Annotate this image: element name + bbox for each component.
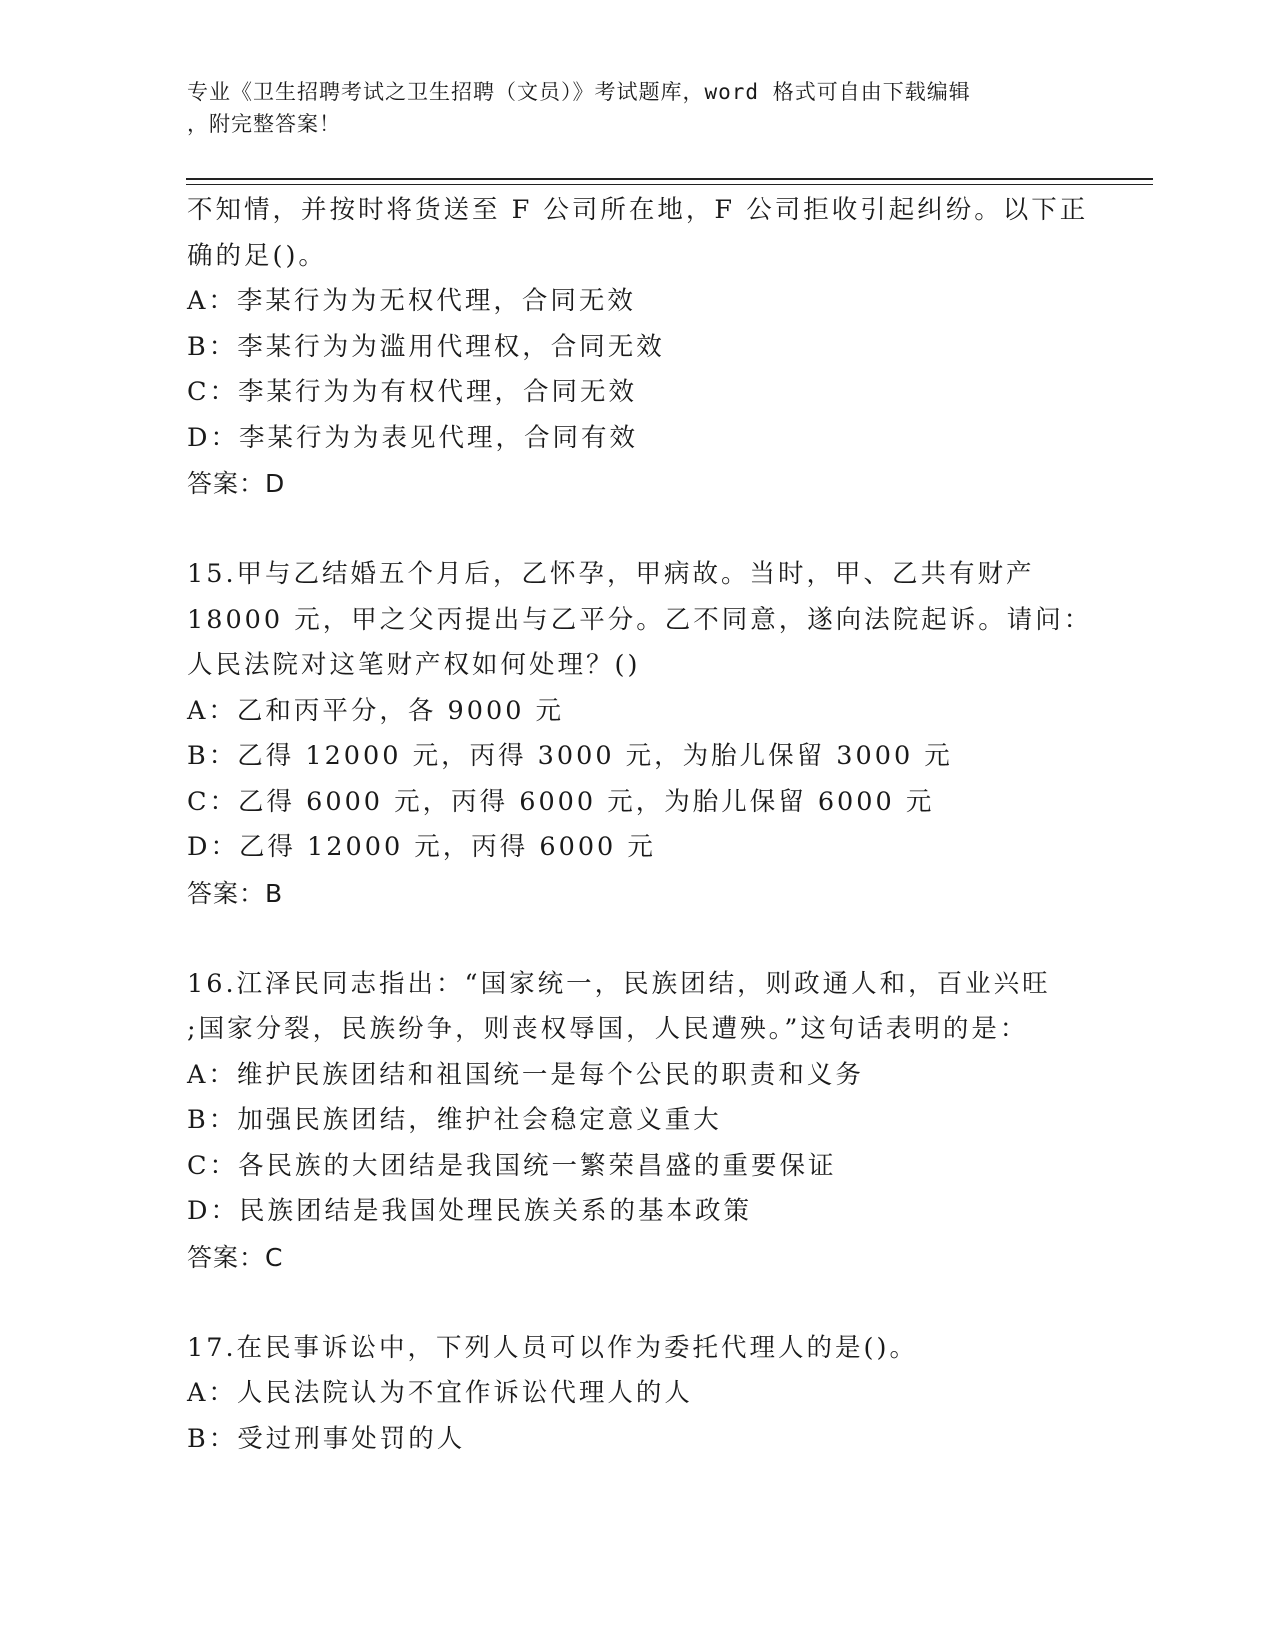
option-a: A：乙和丙平分，各 9000 元 [187,695,565,726]
question-spacer [187,916,1087,962]
question-stem-line: 16.江泽民同志指出：“国家统一，民族团结，则政通人和，百业兴旺 [187,968,1051,999]
option-b: B：乙得 12000 元，丙得 3000 元，为胎儿保留 3000 元 [187,741,953,771]
option-a: A：维护民族团结和祖国统一是每个公民的职责和义务 [187,1059,864,1090]
option-b: B：加强民族团结，维护社会稳定意义重大 [187,1105,722,1135]
option-a: A：人民法院认为不宜作诉讼代理人的人 [187,1378,693,1408]
question-list [187,188,1093,1462]
option-c: C：各民族的大团结是我国统一繁荣昌盛的重要保证 [187,1150,837,1181]
header-line-1: 专业《卫生招聘考试之卫生招聘（文员）》考试题库，word 格式可自由下载编辑 [187,80,971,104]
question-stem-line: 15.甲与乙结婚五个月后，乙怀孕，甲病故。当时，甲、乙共有财产 [187,559,1035,589]
header-line-2: ，附完整答案！ [187,112,341,136]
question-stem-line: 确的足()。 [187,240,327,271]
option-c: C：李某行为为有权代理，合同无效 [187,377,638,407]
header-rule-thick [186,178,1153,180]
question-stem-line: 17.在民事诉讼中，下列人员可以作为委托代理人的是()。 [187,1332,918,1363]
answer: 答案：D [187,469,286,498]
question-stem-line: 不知情，并按时将货送至 F 公司所在地，F 公司拒收引起纠纷。以下正 [187,195,1089,225]
answer: 答案：B [187,878,284,908]
question-16 [187,962,1087,1281]
question-spacer [187,507,1087,553]
question-stem-line: ;国家分裂，民族纷争，则丧权辱国，人民遭殃。”这句话表明的是： [187,1014,1029,1044]
answer: 答案：C [187,1242,284,1272]
option-d: D：民族团结是我国处理民族关系的基本政策 [187,1196,752,1226]
question-17 [187,1326,1087,1463]
option-b: B：受过刑事处罚的人 [187,1423,466,1454]
question-14 [187,188,1087,507]
page-header [187,76,1067,140]
option-a: A：李某行为为无权代理，合同无效 [187,286,636,316]
option-d: D：乙得 12000 元，丙得 6000 元 [187,832,656,862]
option-c: C：乙得 6000 元，丙得 6000 元，为胎儿保留 6000 元 [187,786,935,817]
option-b: B：李某行为为滥用代理权，合同无效 [187,331,665,362]
header-rule-thin [186,184,1153,185]
question-stem-line: 18000 元，甲之父丙提出与乙平分。乙不同意，遂向法院起诉。请问： [187,604,1093,635]
question-spacer [187,1280,1087,1326]
option-d: D：李某行为为表见代理，合同有效 [187,422,638,453]
question-15 [187,552,1093,916]
question-stem-line: 人民法院对这笔财产权如何处理？() [187,650,641,680]
